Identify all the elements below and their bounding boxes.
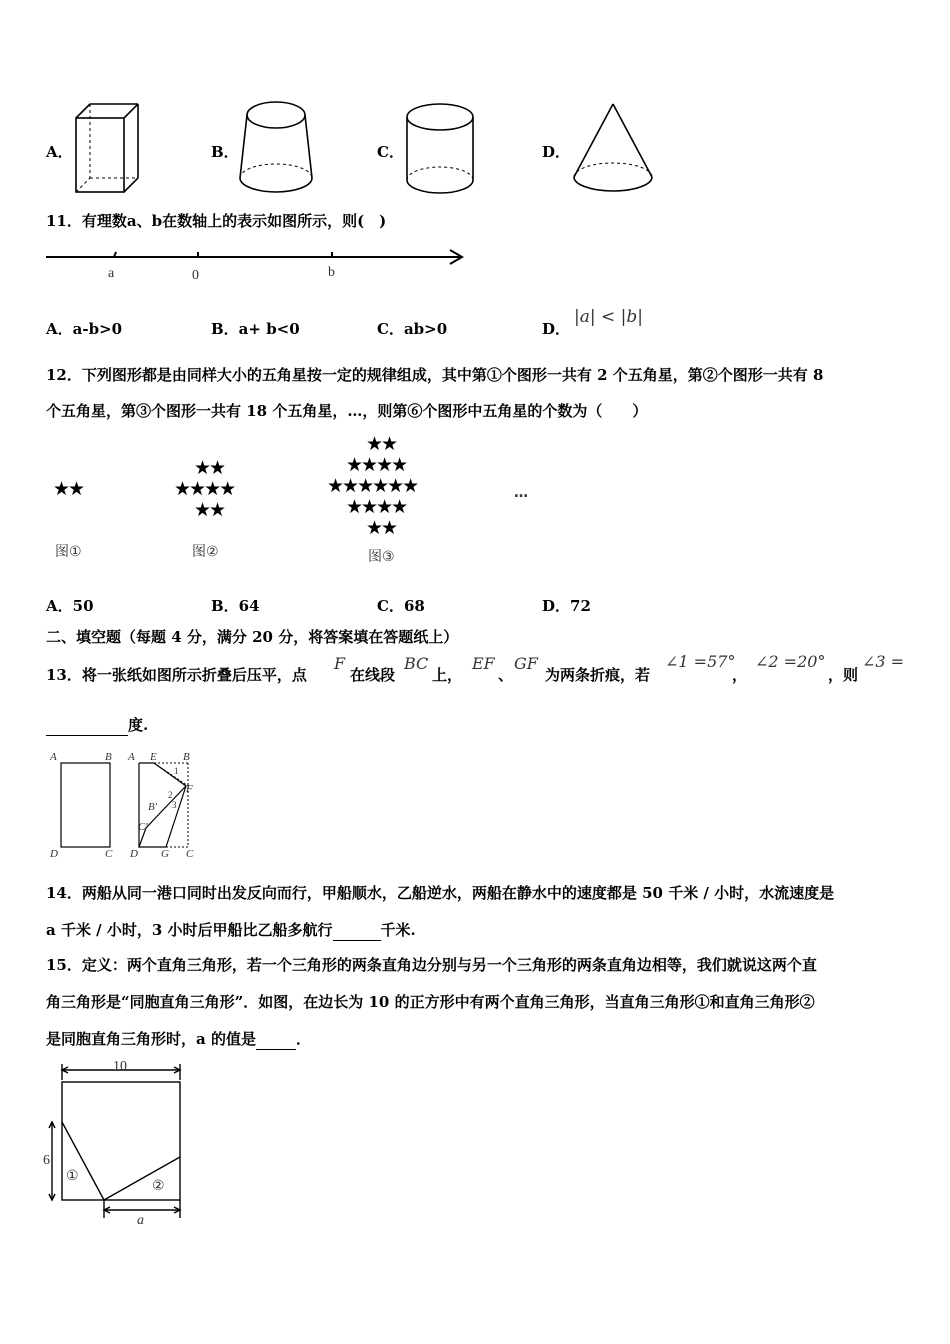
q12-line-1: 12．下列图形都是由同样大小的五角星按一定的规律组成，其中第①个图形一共有 2 个五角星，第②个图形一共有 8: [46, 366, 824, 384]
cylinder-figure: [403, 100, 477, 196]
q10-option-a-label: A．: [46, 143, 73, 161]
q11-option-b: B．a+ b<0: [211, 320, 300, 338]
fig-label: C: [105, 848, 113, 860]
q11-option-d-math: |a| < |b|: [574, 307, 643, 327]
q14-line-2: [46, 920, 416, 941]
fig-label: D: [50, 848, 58, 860]
q13-answer-line: [46, 715, 148, 736]
fig-1-label: 图①: [55, 544, 82, 560]
fig-label: G: [161, 848, 169, 860]
fig-label: A: [128, 751, 135, 763]
fig-label: B′: [148, 801, 158, 813]
axis-label-b: b: [328, 265, 335, 280]
q11-stem: 11．有理数a、b在数轴上的表示如图所示，则( ): [46, 212, 387, 230]
q12-option-a: A．50: [46, 597, 94, 615]
triangle-2-label: ②: [152, 1179, 165, 1194]
fig-label: 3: [172, 800, 177, 810]
triangle-1-label: ①: [66, 1169, 79, 1184]
q13-angle-3: ∠3 =: [862, 652, 905, 671]
q15-line-3: [46, 1029, 311, 1050]
star-row: ★★★★★★: [327, 475, 418, 497]
answer-blank[interactable]: [46, 715, 128, 736]
q13-segment-bc: BC: [404, 654, 429, 673]
q12-option-b: B．64: [211, 597, 260, 615]
axis-label-a: a: [108, 266, 115, 281]
star-row: ★★: [194, 499, 225, 521]
q11-option-a: A．a-b>0: [46, 320, 123, 338]
fig-label: 2: [168, 790, 173, 800]
star-row: ★★★★: [346, 454, 407, 476]
fig-label: 1: [174, 766, 179, 776]
fig-label: B: [183, 751, 190, 763]
section-2-heading: 二、填空题（每题 4 分，满分 20 分，将答案填在答题纸上）: [46, 628, 459, 646]
q12-option-c: C．68: [377, 597, 425, 615]
q15-line-3a: 是同胞直角三角形时，a 的值是: [46, 1030, 256, 1048]
dim-left: 6: [43, 1153, 50, 1168]
square-figure: [40, 1058, 190, 1228]
star-row: ★★: [53, 478, 84, 500]
q13-comma: ，: [732, 666, 748, 684]
answer-blank[interactable]: [256, 1029, 296, 1050]
star-row: ★★: [194, 457, 225, 479]
answer-blank[interactable]: [333, 920, 381, 941]
q14-line-2b: 千米.: [380, 921, 416, 939]
star-row: ★★: [366, 433, 397, 455]
q10-option-c-label: C．: [377, 143, 404, 161]
q11-option-d: D．: [542, 320, 571, 338]
fig-label: B: [105, 751, 112, 763]
dim-top: 10: [113, 1059, 127, 1074]
fig-label: E: [150, 751, 157, 763]
star-row: ★★★★: [346, 496, 407, 518]
fig-label: C: [186, 848, 194, 860]
axis-label-zero: 0: [192, 268, 199, 283]
q13-point-f: F: [334, 654, 346, 673]
q14-line-2a: a 千米 / 小时，3 小时后甲船比乙船多航行: [46, 921, 333, 939]
fig-label: C′: [138, 821, 148, 833]
q12-option-d: D．72: [542, 597, 591, 615]
cube-prism-figure: [72, 100, 142, 196]
q13-text-3: 上，: [432, 666, 463, 684]
q13-text-4: 、: [498, 666, 514, 684]
q10-option-b-label: B．: [211, 143, 239, 161]
q13-text-1: 13．将一张纸如图所示折叠后压平，点: [46, 666, 307, 684]
q13-crease-gf: GF: [514, 654, 538, 673]
q13-unit: 度.: [128, 716, 149, 734]
frustum-figure: [236, 98, 316, 196]
q13-angle-1: ∠1 =57°: [665, 652, 736, 671]
q15-line-1: 15．定义：两个直角三角形，若一个三角形的两条直角边分别与另一个三角形的两条直角边相等，我们就说这两个直: [46, 956, 817, 974]
number-line: [42, 244, 472, 284]
q13-angle-2: ∠2 =20°: [755, 652, 826, 671]
fig-3-label: 图③: [368, 549, 395, 565]
star-row: ★★★★: [174, 478, 235, 500]
fig-2-label: 图②: [192, 544, 219, 560]
fig-label: F: [186, 783, 193, 795]
q15-line-2: 角三角形是“同胞直角三角形”．如图，在边长为 10 的正方形中有两个直角三角形，当直角三角形①和直角三角形②: [46, 993, 815, 1011]
q13-text-5: 为两条折痕，若: [545, 666, 651, 684]
dim-bottom: a: [137, 1213, 144, 1228]
q13-text-6: ，则: [828, 666, 859, 684]
q14-line-1: 14．两船从同一港口同时出发反向而行，甲船顺水，乙船逆水，两船在静水中的速度都是 50 千米 / 小时，水流速度是: [46, 884, 835, 902]
folding-figure: [46, 746, 216, 862]
ellipsis: …: [514, 485, 528, 501]
q13-text-2: 在线段: [350, 666, 396, 684]
q11-option-c: C．ab>0: [377, 320, 448, 338]
q15-line-3b: ．: [295, 1030, 311, 1048]
fig-label: D: [130, 848, 138, 860]
q13-crease-ef: EF: [472, 654, 495, 673]
cone-figure: [570, 100, 656, 196]
q12-line-2: 个五角星，第③个图形一共有 18 个五角星，…，则第⑥个图形中五角星的个数为（ ）: [46, 402, 648, 420]
q10-option-d-label: D．: [542, 143, 571, 161]
star-row: ★★: [366, 517, 397, 539]
fig-label: A: [50, 751, 57, 763]
